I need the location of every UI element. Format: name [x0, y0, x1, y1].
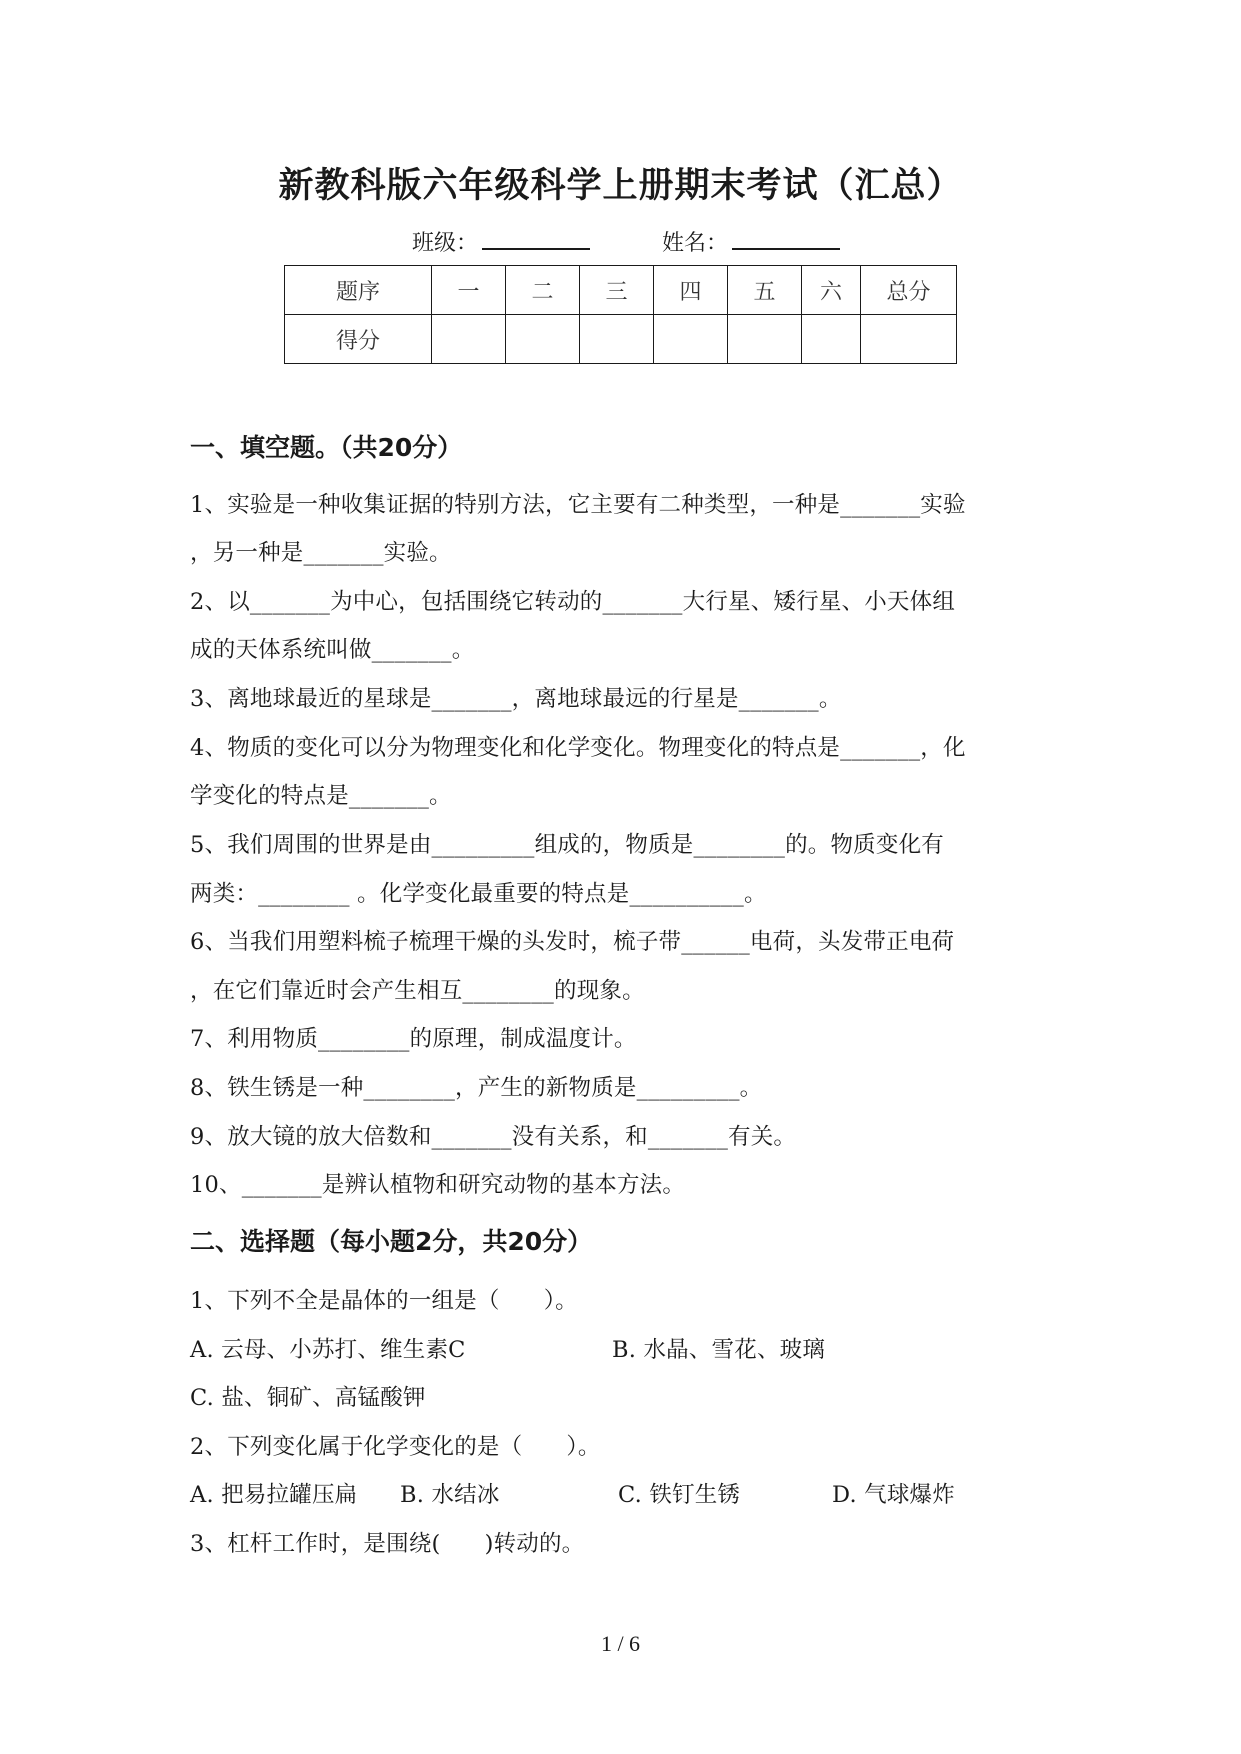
- question-line: 1、实验是一种收集证据的特别方法，它主要有二种类型，一种是_______实验: [190, 492, 966, 518]
- score-header-cell: 五: [728, 266, 802, 315]
- question-line: ，在它们靠近时会产生相互________的现象。: [190, 978, 645, 1004]
- question-line: 成的天体系统叫做_______。: [190, 637, 475, 663]
- question-line: 1、下列不全是晶体的一组是（ ）。: [190, 1288, 578, 1314]
- option-line: D. 气球爆炸: [832, 1482, 955, 1508]
- score-cell: [728, 315, 802, 364]
- question-line: 10、_______是辨认植物和研究动物的基本方法。: [190, 1172, 686, 1198]
- option-line: B. 水结冰: [400, 1482, 500, 1508]
- question-line: 两类：________ 。化学变化最重要的特点是__________。: [190, 881, 767, 907]
- option-line: C. 铁钉生锈: [618, 1482, 741, 1508]
- score-header-cell: 一: [432, 266, 506, 315]
- score-header-cell: 四: [654, 266, 728, 315]
- class-blank: [482, 226, 590, 250]
- question-line: 3、杠杆工作时，是围绕( )转动的。: [190, 1531, 585, 1557]
- question-line: 7、利用物质________的原理，制成温度计。: [190, 1026, 637, 1052]
- option-line: A. 把易拉罐压扁: [190, 1482, 358, 1508]
- score-table: [284, 265, 957, 364]
- name-blank: [732, 226, 840, 250]
- score-row-label: 得分: [285, 315, 432, 364]
- score-table-header-row: [285, 266, 957, 315]
- student-info-row: [412, 226, 840, 257]
- score-header-cell: 总分: [861, 266, 957, 315]
- score-table-score-row: [285, 315, 957, 364]
- page-number: 1 / 6: [600, 1631, 641, 1656]
- question-line: 9、放大镜的放大倍数和_______没有关系，和_______有关。: [190, 1124, 797, 1150]
- score-cell: [654, 315, 728, 364]
- section-heading-multiple-choice: 二、选择题（每小题2分，共20分）: [190, 1227, 593, 1256]
- question-line: ，另一种是_______实验。: [190, 540, 452, 566]
- question-line: 学变化的特点是_______。: [190, 783, 452, 809]
- question-line: 3、离地球最近的星球是_______，离地球最远的行星是_______。: [190, 686, 842, 712]
- score-header-cell: 六: [802, 266, 861, 315]
- score-header-cell: 题序: [285, 266, 432, 315]
- score-cell: [506, 315, 580, 364]
- score-cell: [802, 315, 861, 364]
- score-cell: [432, 315, 506, 364]
- class-label: 班级：: [412, 231, 479, 256]
- option-line: B. 水晶、雪花、玻璃: [612, 1337, 826, 1363]
- section-heading-fill-blank: 一、填空题。（共20分）: [190, 433, 463, 462]
- option-line: C. 盐、铜矿、高锰酸钾: [190, 1385, 426, 1411]
- question-line: 6、当我们用塑料梳子梳理干燥的头发时，梳子带______电荷，头发带正电荷: [190, 929, 955, 955]
- document-title: 新教科版六年级科学上册期末考试（汇总）: [278, 166, 963, 206]
- question-line: 2、下列变化属于化学变化的是（ ）。: [190, 1434, 601, 1460]
- question-line: 4、物质的变化可以分为物理变化和化学变化。物理变化的特点是_______，化: [190, 735, 966, 761]
- question-line: 2、以_______为中心，包括围绕它转动的_______大行星、矮行星、小天体组: [190, 589, 956, 615]
- score-header-cell: 三: [580, 266, 654, 315]
- option-line: A. 云母、小苏打、维生素C: [190, 1337, 466, 1363]
- score-header-cell: 二: [506, 266, 580, 315]
- score-cell: [580, 315, 654, 364]
- question-line: 8、铁生锈是一种________，产生的新物质是_________。: [190, 1075, 763, 1101]
- question-line: 5、我们周围的世界是由_________组成的，物质是________的。物质变化有: [190, 832, 944, 858]
- name-label: 姓名：: [662, 231, 729, 256]
- score-cell: [861, 315, 957, 364]
